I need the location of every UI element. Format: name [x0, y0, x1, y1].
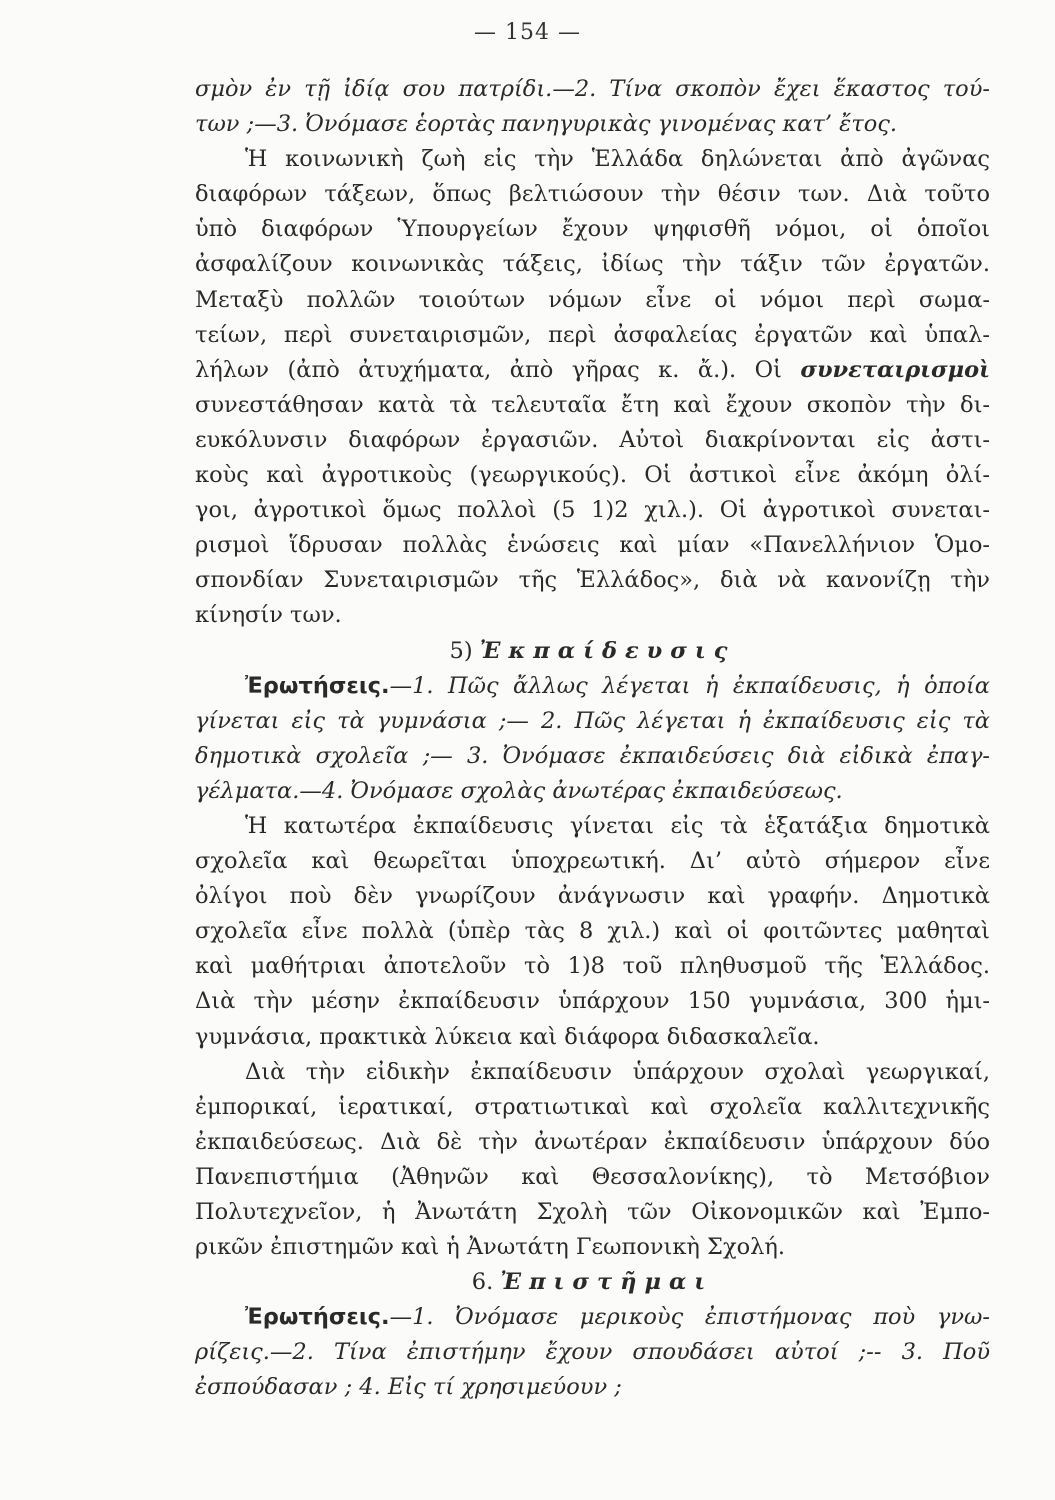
text-line	[195, 844, 990, 879]
text-segment: των ;—3. Ὀνόμασε ἑορτὰς πανηγυρικὰς γινομένας κατ’ ἔτος.	[195, 111, 897, 138]
text-line	[195, 1195, 990, 1230]
text-segment: Πανεπιστήμια (Ἀθηνῶν καὶ Θεσσαλονίκης), τὸ Μετσόβιον	[195, 1163, 990, 1190]
text-line	[195, 563, 990, 598]
text-segment: συνεστάθησαν κατὰ τὰ τελευταῖα ἔτη καὶ ἔχουν σκοπὸν τὴν δι-	[195, 391, 990, 418]
text-segment: καὶ μαθήτριαι ἀποτελοῦν τὸ 1)8 τοῦ πληθυσμοῦ τῆς Ἑλλάδος.	[195, 953, 990, 980]
text-segment: ἐσπούδασαν ; 4. Εἰς τί χρησιμεύουν ;	[195, 1374, 622, 1401]
text-segment: ἐκπαιδεύσεως. Διὰ δὲ τὴν ἀνωτέραν ἐκπαίδευσιν ὑπάρχουν δύο	[195, 1128, 990, 1155]
text-line	[195, 774, 990, 809]
text-line	[195, 1335, 990, 1370]
text-segment: 5)	[449, 637, 480, 664]
text-segment: σχολεῖα εἶνε πολλὰ (ὑπὲρ τὰς 8 χιλ.) καὶ οἱ φοιτῶντες μαθηταὶ	[195, 918, 990, 945]
text-line	[195, 984, 990, 1019]
text-line	[195, 177, 990, 212]
text-segment: 6.	[471, 1269, 501, 1296]
text-segment: ευκόλυνσιν διαφόρων ἐργασιῶν. Αὐτοὶ διακρίνονται εἰς ἀστι-	[195, 426, 990, 453]
questions-label: Ἐρωτήσεις.	[245, 1304, 390, 1331]
text-line	[195, 528, 990, 563]
text-line	[195, 1020, 990, 1055]
text-line	[195, 107, 990, 142]
text-line	[195, 72, 990, 107]
text-segment: κοὺς καὶ ἀγροτικοὺς (γεωργικούς). Οἱ ἀστικοὶ εἶνε ἀκόμη ὀλί-	[195, 462, 990, 489]
text-segment: ρισμοὶ ἵδρυσαν πολλὰς ἑνώσεις καὶ μίαν «Πανελλήνιον Ὁμο-	[195, 532, 990, 559]
text-line	[195, 949, 990, 984]
text-segment: ὀλίγοι ποὺ δὲν γνωρίζουν ἀνάγνωσιν καὶ γραφήν. Δημοτικὰ	[195, 883, 990, 910]
text-segment: ρίζεις.—2. Τίνα ἐπιστήμην ἔχουν σπουδάσει αὐτοί ;-- 3. Ποῦ	[195, 1339, 990, 1366]
text-line	[195, 1090, 990, 1125]
text-line	[195, 353, 990, 388]
text-line	[195, 1055, 990, 1090]
text-line	[195, 1300, 990, 1335]
text-segment: Ἡ κοινωνικὴ ζωὴ εἰς τὴν Ἑλλάδα δηλώνεται ἀπὸ ἀγῶνας	[245, 146, 990, 173]
text-line	[195, 879, 990, 914]
text-line	[195, 142, 990, 177]
text-segment: διαφόρων τάξεων, ὅπως βελτιώσουν τὴν θέσιν των. Διὰ τοῦτο	[195, 181, 990, 208]
text-segment: ἀσφαλίζουν κοινωνικὰς τάξεις, ἰδίως τὴν τάξιν τῶν ἐργατῶν.	[195, 251, 990, 278]
text-line	[195, 704, 990, 739]
text-segment: Ἡ κατωτέρα ἐκπαίδευσις γίνεται εἰς τὰ ἑξατάξια δημοτικὰ	[245, 812, 990, 839]
text-line	[195, 809, 990, 844]
text-segment: ρικῶν ἐπιστημῶν καὶ ἡ Ἀνωτάτη Γεωπονικὴ Σχολή.	[195, 1234, 786, 1261]
text-segment: σπονδίαν Συνεταιρισμῶν τῆς Ἑλλάδος», διὰ νὰ κανονίζῃ τὴν	[195, 567, 990, 594]
text-segment: γυμνάσια, πρακτικὰ λύκεια καὶ διάφορα διδασκαλεῖα.	[195, 1023, 820, 1050]
text-segment: σμὸν ἐν τῇ ἰδίᾳ σου πατρίδι.—2. Τίνα σκοπὸν ἔχει ἕκαστος τού-	[195, 76, 990, 102]
text-segment: λήλων (ἀπὸ ἀτυχήματα, ἀπὸ γῆρας κ. ἄ.). Οἱ	[195, 356, 801, 383]
text-segment: κίνησίν των.	[195, 602, 342, 629]
text-line	[195, 458, 990, 493]
text-line	[195, 1265, 990, 1300]
text-line	[195, 669, 990, 704]
questions-label: Ἐρωτήσεις.	[245, 672, 390, 699]
text-segment: —1. Πῶς ἄλλως λέγεται ἡ ἐκπαίδευσις, ἡ ὁποία	[389, 672, 990, 699]
text-segment: τείων, περὶ συνεταιρισμῶν, περὶ ἀσφαλείας ἐργατῶν καὶ ὑπαλ-	[195, 321, 990, 348]
text-line	[195, 283, 990, 318]
text-line	[195, 423, 990, 458]
text-line	[195, 634, 990, 669]
text-segment: δημοτικὰ σχολεῖα ;— 3. Ὀνόμασε ἐκπαιδεύσεις διὰ εἰδικὰ ἐπαγ-	[195, 742, 990, 769]
text-segment: γοι, ἀγροτικοὶ ὅμως πολλοὶ (5 1)2 χιλ.). Οἱ ἀγροτικοὶ συνεται-	[195, 497, 990, 524]
text-line	[195, 247, 990, 282]
text-segment: γίνεται εἰς τὰ γυμνάσια ;— 2. Πῶς λέγεται ἡ ἐκπαίδευσις εἰς τὰ	[195, 707, 990, 734]
text-line	[195, 388, 990, 423]
text-segment: Διὰ τὴν εἰδικὴν ἐκπαίδευσιν ὑπάρχουν σχολαὶ γεωργικαί,	[245, 1058, 990, 1085]
text-segment: συνεταιρισμοὶ	[800, 356, 990, 383]
text-line	[195, 212, 990, 247]
text-segment: ἐμπορικαί, ἱερατικαί, στρατιωτικαὶ καὶ σχολεῖα καλλιτεχνικῆς	[195, 1093, 990, 1120]
text-line	[195, 1160, 990, 1195]
text-line	[195, 598, 990, 633]
text-segment: —1. Ὀνόμασε μερικοὺς ἐπιστήμονας ποὺ γνω-	[389, 1304, 990, 1331]
text-line	[195, 493, 990, 528]
text-segment: Πολυτεχνεῖον, ἡ Ἀνωτάτη Σχολὴ τῶν Οἰκονομικῶν καὶ Ἐμπο-	[195, 1199, 990, 1225]
text-segment: Μεταξὺ πολλῶν τοιούτων νόμων εἶνε οἱ νόμοι περὶ σωμα-	[195, 286, 990, 313]
section-heading: Ἐπιστῆμαι	[500, 1269, 714, 1296]
text-segment: σχολεῖα καὶ θεωρεῖται ὑποχρεωτική. Δι’ αὐτὸ σήμερον εἶνε	[195, 848, 990, 875]
text-segment: γέλματα.—4. Ὀνόμασε σχολὰς ἀνωτέρας ἐκπαιδεύσεως.	[195, 777, 843, 804]
text-line	[195, 318, 990, 353]
text-line	[195, 1230, 990, 1265]
text-segment: Διὰ τὴν μέσην ἐκπαίδευσιν ὑπάρχουν 150 γυμνάσια, 300 ἡμι-	[195, 988, 990, 1015]
text-line	[195, 1370, 990, 1405]
text-line	[195, 739, 990, 774]
section-heading: Ἐκπαίδευσις	[479, 637, 736, 664]
text-line	[195, 914, 990, 949]
page-number: — 154 —	[474, 20, 581, 45]
page-body-text	[195, 72, 990, 1406]
text-line	[195, 1125, 990, 1160]
text-segment: ὑπὸ διαφόρων Ὑπουργείων ἔχουν ψηφισθῆ νόμοι, οἱ ὁποῖοι	[195, 216, 990, 243]
